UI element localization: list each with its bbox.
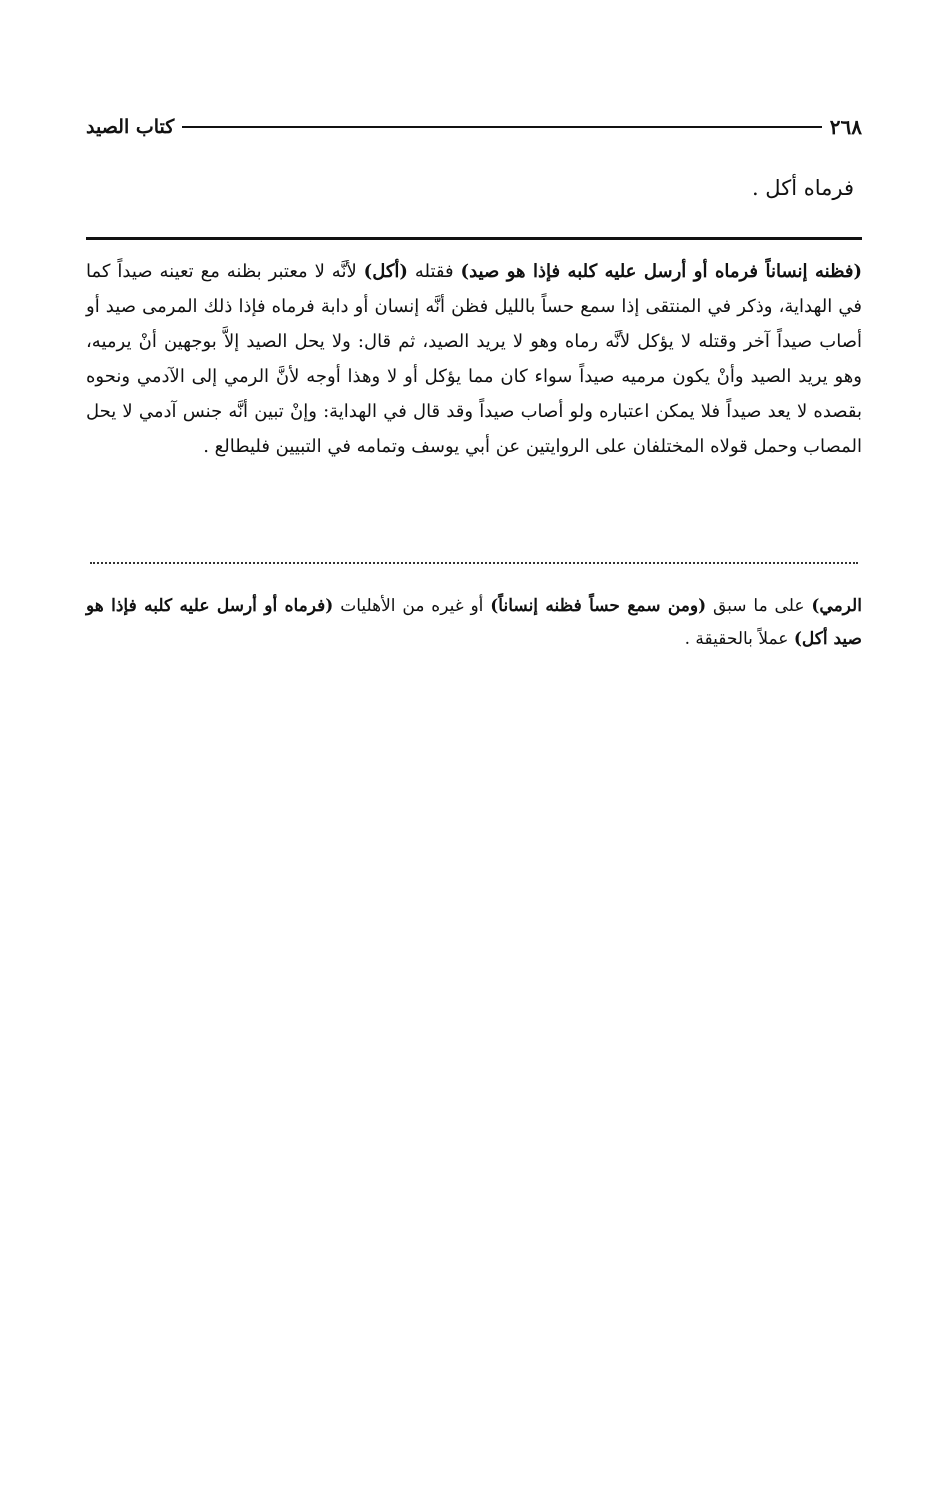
footnote-run: أو غيره من الأهليات [333, 596, 491, 616]
footnote-run: على ما سبق [706, 596, 812, 616]
commentary-paragraph [86, 254, 862, 464]
main-text: فرماه أكل . [751, 176, 854, 200]
header-rule [182, 126, 821, 128]
footnote-run: (ومن سمع حساً فظنه إنساناً) [490, 596, 707, 616]
commentary-run: فقتله [407, 261, 461, 282]
footnote-paragraph [86, 590, 862, 656]
footnote-run: الرمي) [811, 596, 862, 616]
dotted-separator [90, 562, 858, 566]
commentary-run: (فظنه إنساناً فرماه أو أرسل عليه كلبه فإذا هو صيد) [460, 261, 863, 282]
running-title: كتاب الصيد [86, 116, 175, 138]
page-number: ٢٦٨ [829, 115, 862, 139]
page-header [86, 110, 862, 144]
commentary-run: (أكل) [363, 261, 408, 282]
footnote-run: (فرماه أو أرسل عليه كلبه فإذا هو صيد أكل) [86, 596, 862, 649]
footnote-run: عملاً بالحقيقة . [684, 629, 794, 649]
commentary-run: لأنَّه لا معتبر بظنه مع تعينه صيداً كما في الهداية، وذكر في المنتقى إذا سمع حساً بالليل فظن أنَّه إنسان أو دابة فرماه فإذا ذلك المرمى صيد أو أصاب صيداً آخر وقتله لا يؤكل لأنَّه رماه وهو لا يريد الصيد، ثم قال: ولا يحل الصيد إلاَّ بوجهين أنْ يرميه، وهو يريد الصيد وأنْ يكون مرميه صيداً سواء كان مما يؤكل أو لا وهذا أوجه لأنَّ الرمي إلى الآدمي ونحوه بقصده لا يعد صيداً فلا يمكن اعتباره ولو أصاب صيداً وقد قال في الهداية: وإنْ تبين أنَّه جنس آدمي لا يحل المصاب وحمل قولاه المختلفان على الروايتين عن أبي يوسف وتمامه في التبيين فليطالع . [86, 261, 862, 457]
section-divider [86, 237, 862, 240]
